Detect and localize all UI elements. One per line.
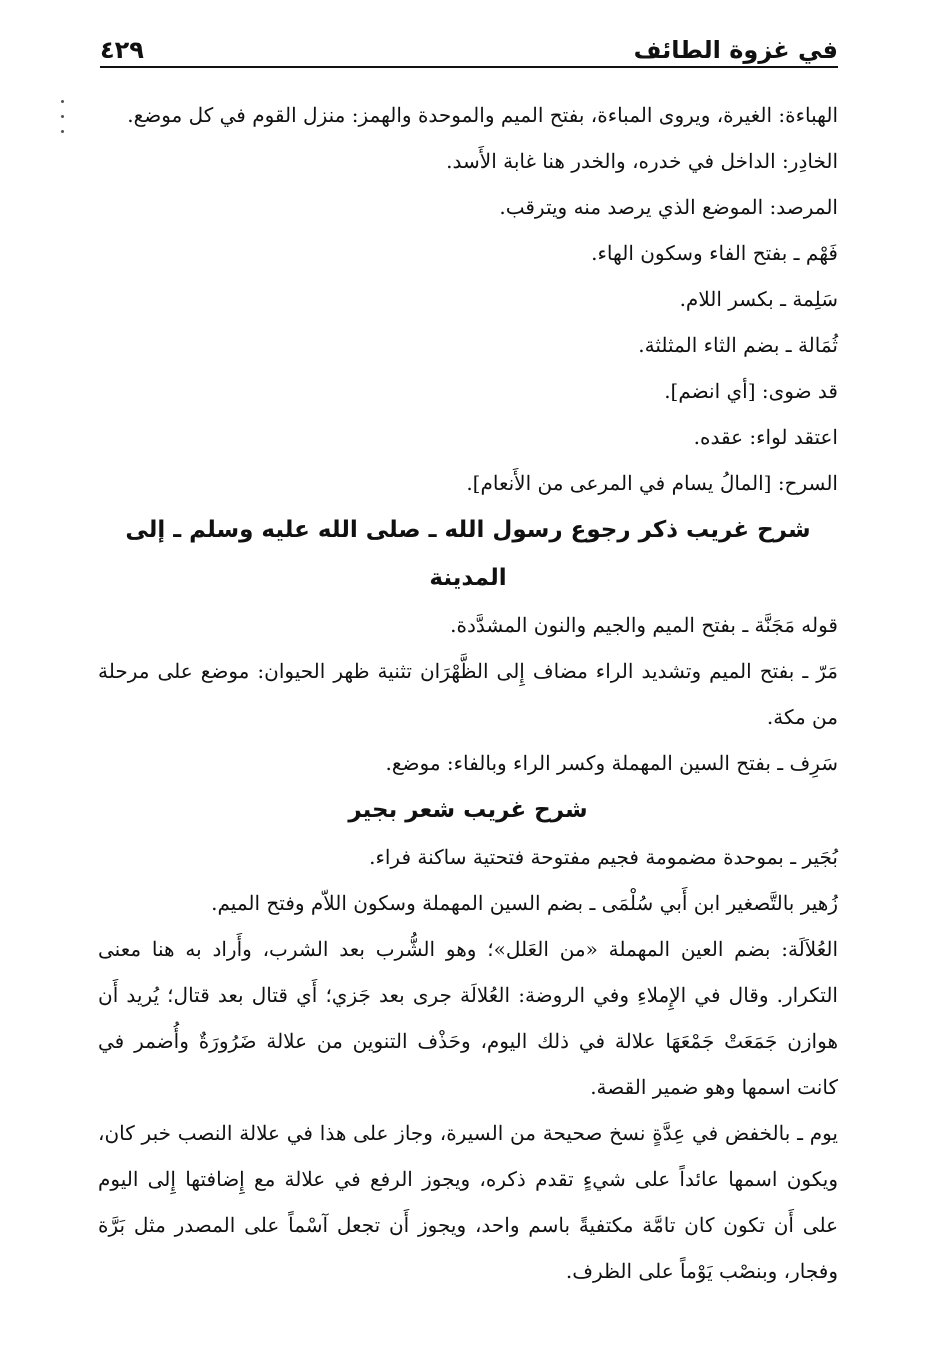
entry-marr: مَرّ ـ بفتح الميم وتشديد الراء مضاف إِلى الظَّهْرَان تثنية ظهر الحيوان: موضع على مرحلة من مكة. xyxy=(98,659,838,729)
page-number: ٤٢٩ xyxy=(100,36,144,64)
section-title-return: شرح غريب ذكر رجوع رسول الله ـ صلى الله عليه وسلم ـ إلى المدينة xyxy=(125,517,811,591)
entry-khadir: الخادِر: الداخل في خدره، والخدر هنا غابة الأَسد. xyxy=(446,149,838,173)
entry-zuhair: زُهير بالتَّصغير ابن أَبي سُلْمَى ـ بضم السين المهملة وسكون اللاّم وفتح الميم. xyxy=(211,891,838,915)
entry-fahm: فَهْم ـ بفتح الفاء وسكون الهاء. xyxy=(591,241,838,265)
entry-liwa: اعتقد لواء: عقده. xyxy=(693,425,838,449)
entry-majanna: قوله مَجَنَّة ـ بفتح الميم والجيم والنون المشدَّدة. xyxy=(450,613,838,637)
page-body xyxy=(98,92,838,1294)
entry-thumala: ثُمَالة ـ بضم الثاء المثلثة. xyxy=(638,333,838,357)
entry-ulala: العُلاَلَة: بضم العين المهملة «من العَلل»؛ وهو الشُّرب بعد الشرب، وأَراد به هنا معنى التكرار. وقال في الإِملاءِ وفي الروضة: العُلالَة جرى بعد جَزي؛ أَي قتال بعد قتال؛ يُريد أَن هوازن جَمَعَتْ جَمْعَهَا علالة في ذلك اليوم، وحَذْف التنوين من علالة ضَرُورَةٌ وأُضمر في كانت اسمها وهو ضمير القصة. xyxy=(98,937,838,1099)
page-header xyxy=(100,28,838,68)
entry-bujair: بُجَير ـ بموحدة مضمومة فجيم مفتوحة فتحتية ساكنة فراء. xyxy=(369,845,838,869)
running-title: في غزوة الطائف xyxy=(633,36,838,64)
margin-marks xyxy=(58,100,64,150)
entry-salima: سَلِمة ـ بكسر اللام. xyxy=(679,287,838,311)
entry-sarh: السرح: [المالُ يسام في المرعى من الأَنعام]. xyxy=(466,471,838,495)
entry-marsad: المرصد: الموضع الذي يرصد منه ويترقب. xyxy=(499,195,838,219)
entry-sarif: سَرِف ـ بفتح السين المهملة وكسر الراء وبالفاء: موضع. xyxy=(385,751,838,775)
section-title-bujair: شرح غريب شعر بجير xyxy=(348,797,588,823)
entry-dawa: قد ضوى: [أي انضم]. xyxy=(664,379,838,403)
entry-yawm: يوم ـ بالخفض في عِدَّةٍ نسخ صحيحة من السيرة، وجاز على هذا في علالة النصب خبر كان، ويكون اسمها عائداً على شيءٍ تقدم ذكره، ويجوز الرفع في علالة مع إِضافتها إِلى اليوم على أَن تكون كان تامَّة مكتفيةً باسم واحد، ويجوز أَن تجعل آسْماً على المصدر مثل بَرَّة وفجار، وبنصْب يَوْماً على الظرف. xyxy=(98,1121,838,1283)
entry-habaa: الهباءة: الغيرة، ويروى المباءة، بفتح الميم والموحدة والهمز: منزل القوم في كل موضع. xyxy=(127,103,838,127)
